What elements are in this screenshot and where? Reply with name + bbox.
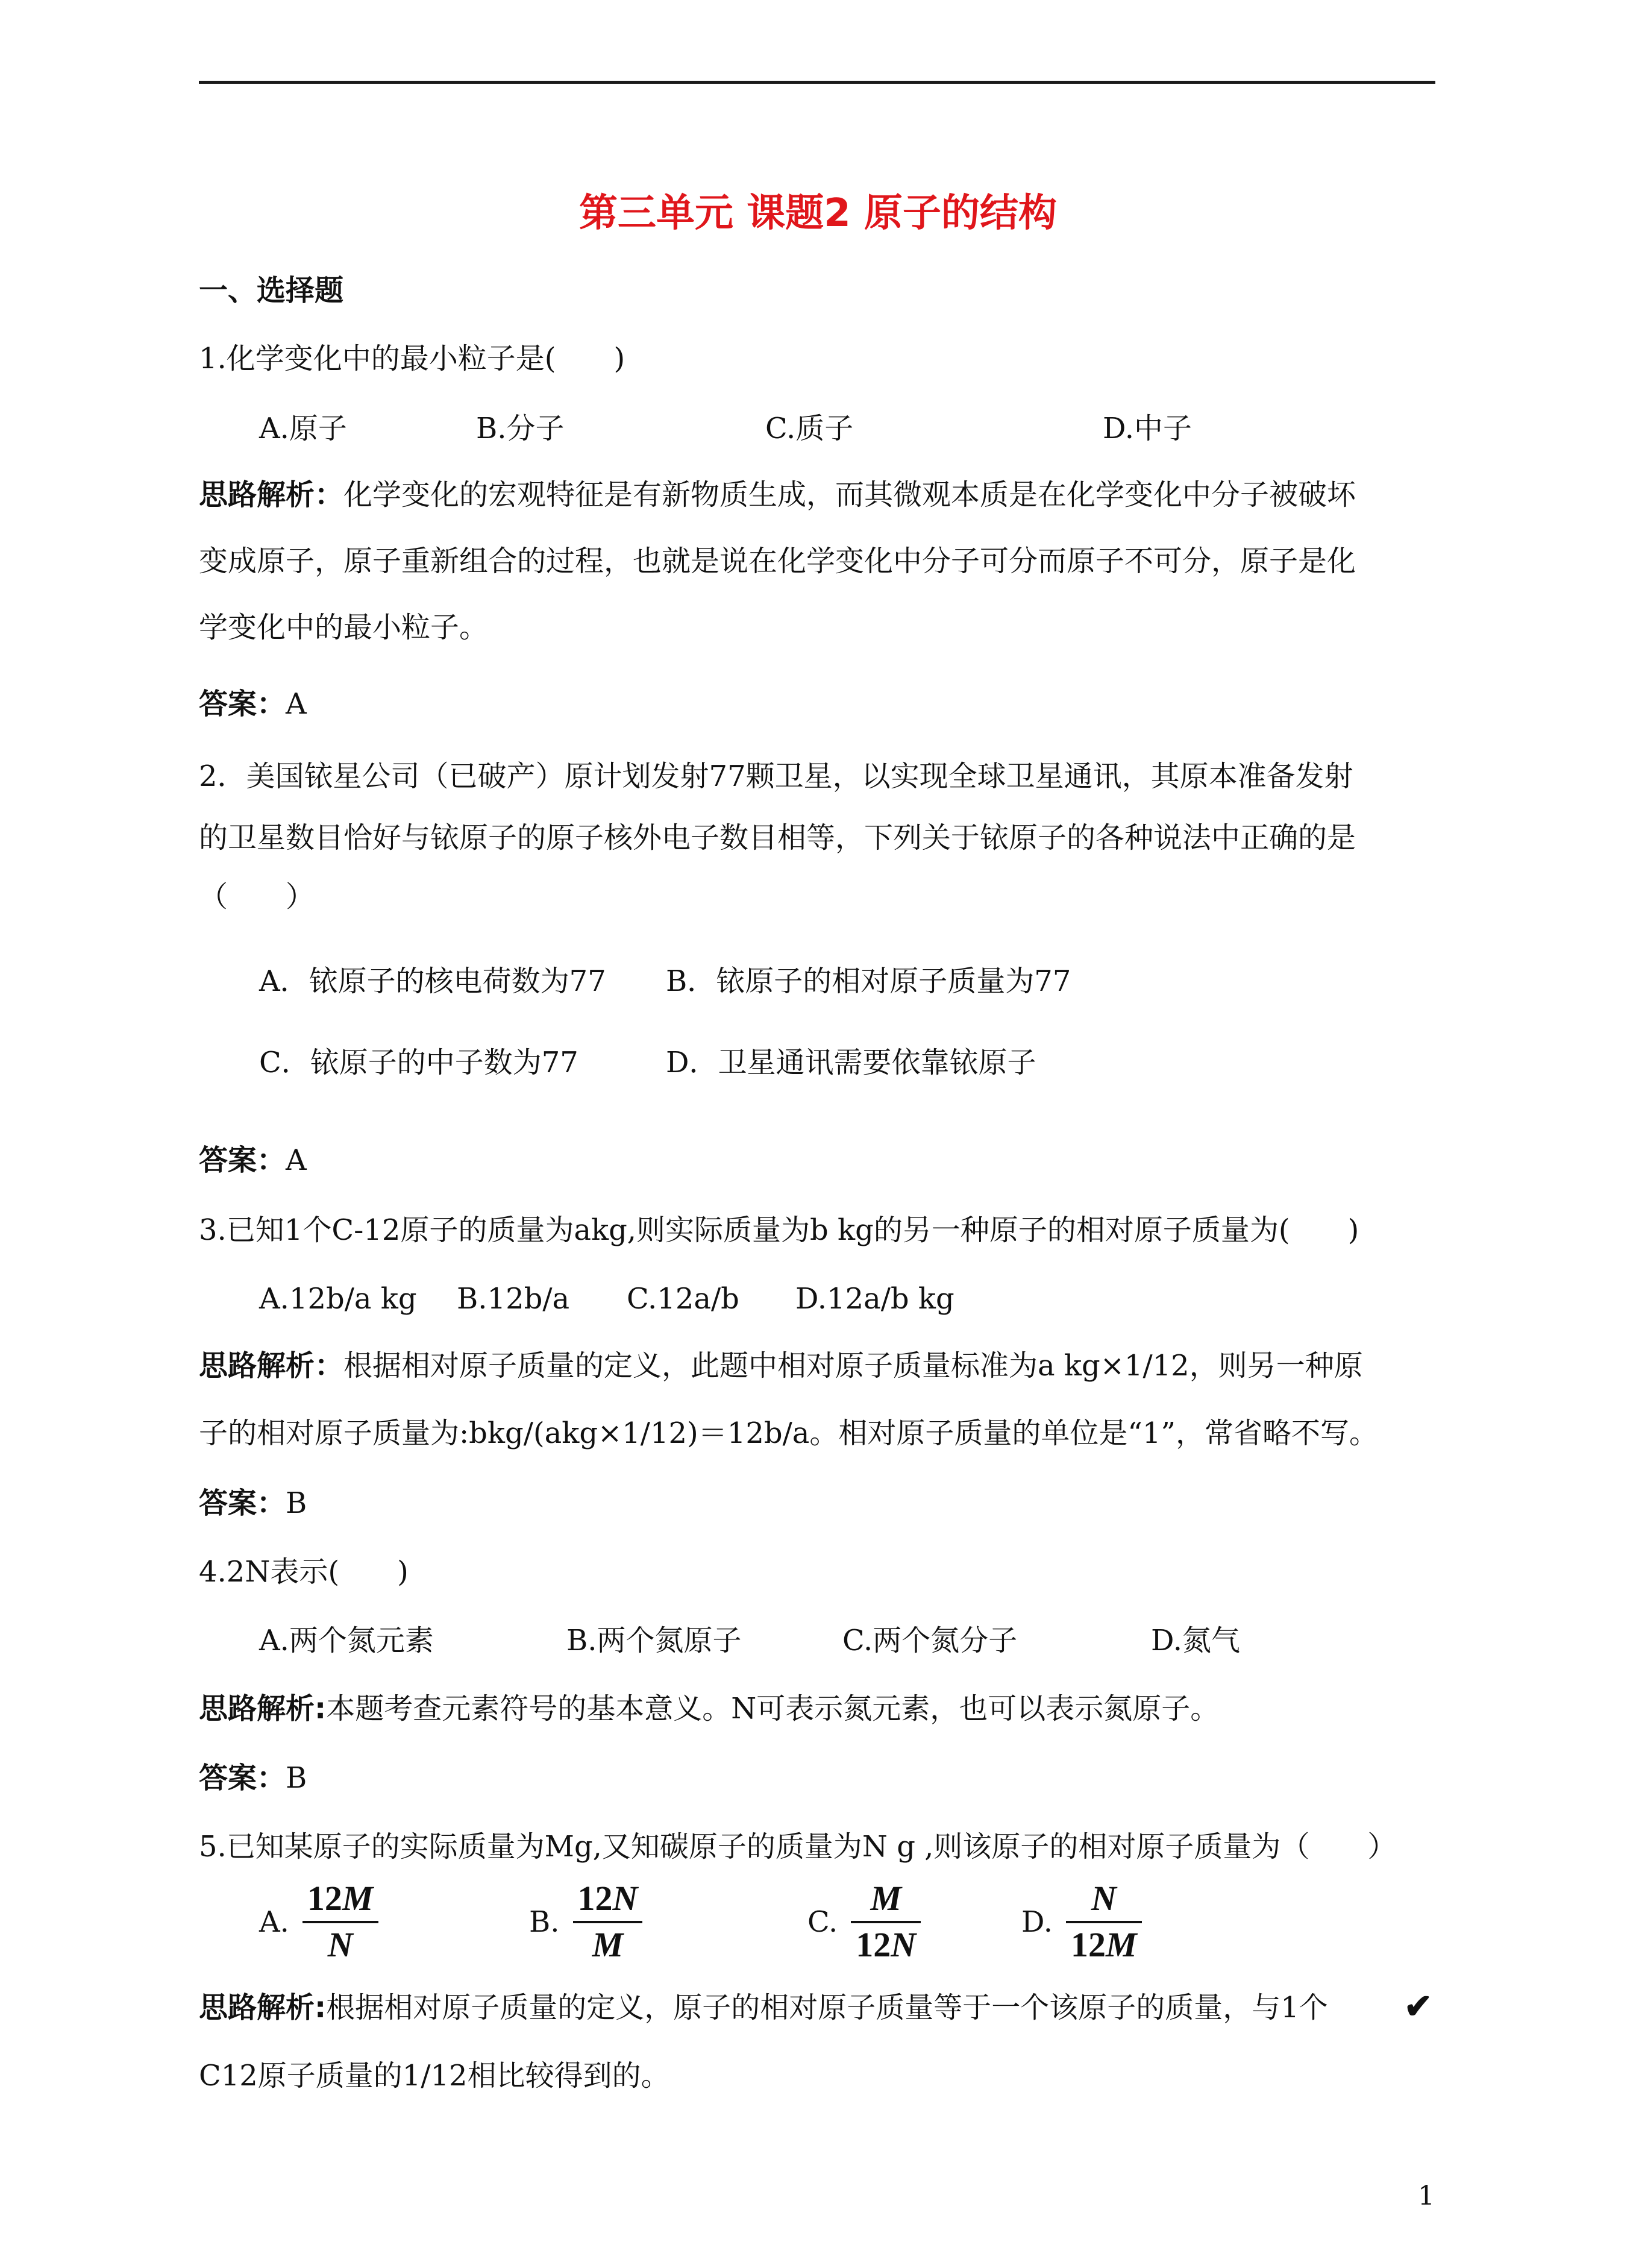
fraction: $\frac{12M}{N}$ <box>302 1880 378 1964</box>
header-rule <box>199 81 1435 84</box>
q3-option-b: B.12b/a <box>457 1282 570 1316</box>
page-number: 1 <box>1418 2181 1435 2211</box>
q3-analysis-line-1: 思路解析：根据相对原子质量的定义，此题中相对原子质量标准为a kg×1/12，则另一种原 <box>199 1349 1363 1383</box>
fraction: $\frac{N}{12M}$ <box>1066 1880 1142 1964</box>
q5-analysis-line-2: C12原子质量的1/12相比较得到的。 <box>199 2059 670 2093</box>
q5-analysis-line-1: 思路解析:根据相对原子质量的定义，原子的相对原子质量等于一个该原子的质量，与1个 <box>199 1991 1328 2025</box>
q5-option-c: C. $\frac{M}{12N}$ <box>807 1880 921 1964</box>
q1-analysis-label: 思路解析： <box>199 478 344 512</box>
q2-option-c: C．铱原子的中子数为77 <box>259 1046 578 1079</box>
q2-answer: 答案：A <box>199 1143 307 1177</box>
q5-option-b: B. $\frac{12N}{M}$ <box>529 1880 642 1964</box>
q4-analysis-label: 思路解析: <box>199 1692 327 1726</box>
q4-option-a: A.两个氮元素 <box>259 1624 434 1657</box>
section-heading: 一、选择题 <box>199 274 344 307</box>
q5-stem: 5.已知某原子的实际质量为Mg,又知碳原子的质量为N g ,则该原子的相对原子质量为（ ） <box>199 1830 1397 1864</box>
q4-option-d: D.氮气 <box>1151 1624 1241 1657</box>
q1-analysis-line-3: 学变化中的最小粒子。 <box>199 611 489 644</box>
q2-option-d: D．卫星通讯需要依靠铱原子 <box>666 1046 1036 1079</box>
q3-analysis-label: 思路解析： <box>199 1349 344 1383</box>
q3-option-a: A.12b/a kg <box>259 1282 417 1316</box>
q4-option-c: C.两个氮分子 <box>842 1624 1018 1657</box>
q2-option-b: B．铱原子的相对原子质量为77 <box>666 964 1071 998</box>
q1-stem: 1.化学变化中的最小粒子是( ) <box>199 342 625 375</box>
q3-answer: 答案：B <box>199 1486 307 1520</box>
q5-option-a: A. $\frac{12M}{N}$ <box>259 1880 378 1964</box>
check-mark-icon: ✔ <box>1404 1987 1432 2026</box>
q5-analysis-label: 思路解析: <box>199 1991 327 2025</box>
q1-option-b: B.分子 <box>476 412 565 445</box>
q3-stem: 3.已知1个C-12原子的质量为akg,则实际质量为b kg的另一种原子的相对原子质量为( ) <box>199 1213 1359 1247</box>
fraction: $\frac{M}{12N}$ <box>851 1880 921 1964</box>
q2-stem-line-2: 的卫星数目恰好与铱原子的原子核外电子数目相等，下列关于铱原子的各种说法中正确的是 <box>199 821 1356 855</box>
q4-answer: 答案：B <box>199 1761 307 1795</box>
page-title: 第三单元 课题2 原子的结构 <box>578 191 1058 236</box>
q1-answer: 答案：A <box>199 687 307 721</box>
q5-option-d: D. $\frac{N}{12M}$ <box>1021 1880 1142 1964</box>
q1-analysis-line-2: 变成原子，原子重新组合的过程，也就是说在化学变化中分子可分而原子不可分，原子是化 <box>199 544 1356 578</box>
q4-analysis: 思路解析:本题考查元素符号的基本意义。N可表示氮元素，也可以表示氮原子。 <box>199 1692 1220 1726</box>
q2-stem-line-3: （ ） <box>199 880 315 914</box>
q3-option-c: C.12a/b <box>627 1282 739 1316</box>
fraction: $\frac{12N}{M}$ <box>573 1880 643 1964</box>
q3-option-d: D.12a/b kg <box>795 1282 954 1316</box>
q2-stem-line-1: 2．美国铱星公司（已破产）原计划发射77颗卫星，以实现全球卫星通讯，其原本准备发射 <box>199 759 1353 793</box>
q4-option-b: B.两个氮原子 <box>566 1624 742 1657</box>
q2-option-a: A．铱原子的核电荷数为77 <box>259 964 606 998</box>
q1-option-a: A.原子 <box>259 412 347 445</box>
q4-stem: 4.2N表示( ) <box>199 1555 409 1589</box>
q1-analysis-line-1: 思路解析：化学变化的宏观特征是有新物质生成，而其微观本质是在化学变化中分子被破坏 <box>199 478 1356 512</box>
q1-option-d: D.中子 <box>1103 412 1193 445</box>
q1-option-c: C.质子 <box>765 412 854 445</box>
q3-analysis-line-2: 子的相对原子质量为:bkg/(akg×1/12)＝12b/a。相对原子质量的单位是“1”，常省略不写。 <box>199 1416 1378 1450</box>
